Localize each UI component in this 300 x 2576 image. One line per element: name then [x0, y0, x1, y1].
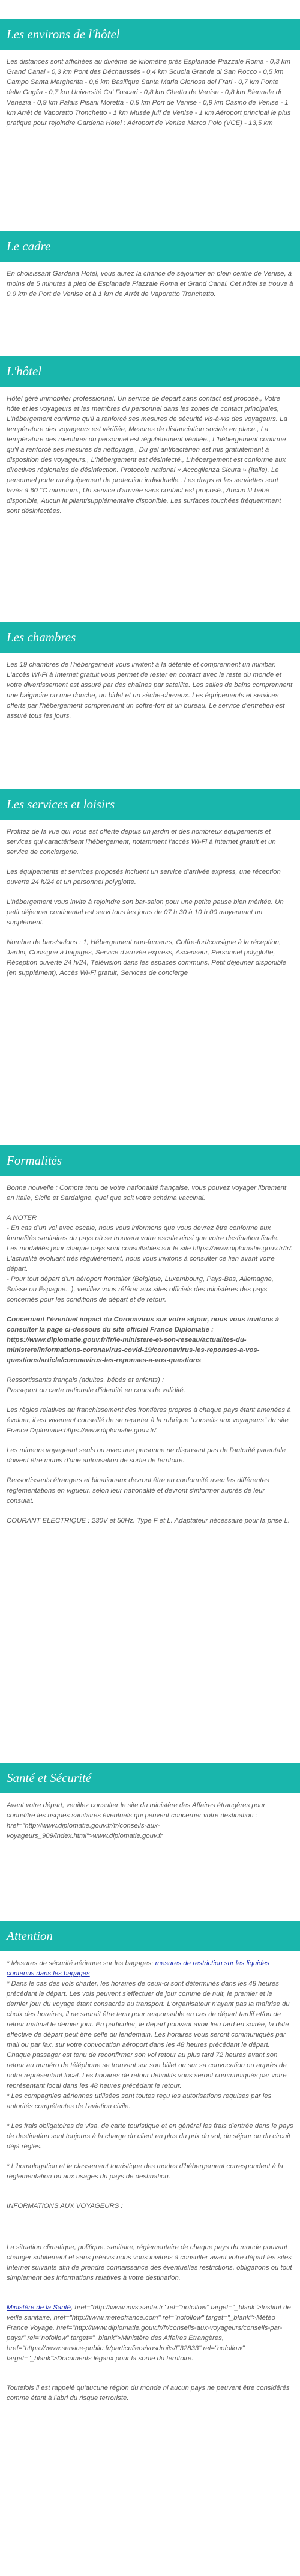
attention-terrorisme: Toutefois il est rappelé qu'aucune région du monde ni aucun pays ne peuvent être considérés comme étant à l'abri du risque terroriste. [7, 2384, 290, 2402]
section-title: Formalités [0, 1145, 300, 1176]
formalites-ressortissants-heading: Ressortissants français (adultes, bébés et enfants) : [7, 1377, 164, 1384]
attention-charter: * Dans le cas des vols charter, les horaires de ceux-ci sont déterminés dans les 48 heures précédant le départ. Les vols peuvent s'effectuer de jour comme de nuit, le premier et le dernier jour du voyage étant consacrés au transport. L'organisateur n'ayant pas la maîtrise du choix des horaires, il ne saurait être tenu pour responsable en cas de départ tardif et/ou de retour matinal le dernier jour. En particulier, le départ pouvant avoir lieu tard en soirée, la date effective de départ peut être celle du lendemain. Les horaires vous seront communiqués par mail ou par fax, sur votre convocation aéroport dans les 48 heures précédant le départ. Chaque passager est tenu de reconfirmer son vol retour au plus tard 72 heures avant son retour au numéro de téléphone se trouvant sur son billet ou sur sa convocation ou auprès de notre représentant local. Les horaires de retour définitifs vous seront communiqués par votre représentant local dans les 48 heures précédant le retour. [7, 1980, 290, 2090]
environs-text: Les distances sont affichées au dixième de kilomètre près Esplanade Piazzale Roma - 0,3 km Grand Canal - 0,3 km Pont des Déchaussés - 0,4 km Scuola Grande di San Rocco - 0,5 km Campo Santa Margherita - 0,6 km Basilique Santa Maria Gloriosa dei Frari - 0,7 km Ponte della Guglia - 0,7 km Université Ca' Foscari - 0,8 km Ghetto de Venise - 0,8 km Biennale di Venezia - 0,9 km Palais Pisani Moretta - 0,9 km Port de Venise - 0,9 km Casino de Venise - 1 km Arrêt de Vaporetto Tronchetto - 1 km Musée juif de Venise - 1 km Aéroport principal le plus pratique pour rejoindre Gardena Hotel : Aéroport de Venise Marco Polo (VCE) - 13,5 km [7, 58, 291, 127]
section-environs [0, 19, 300, 231]
bagages-restriction-link[interactable]: mesures de restriction sur les liquides contenus dans les bagages [7, 1960, 270, 1977]
attention-frais: * Les frais obligatoires de visa, de carte touristique et en général les frais d'entrée dans le pays de destination sont toujours à la charge du client en plus du prix du vol, du séjour ou du circuit déjà réglés. [7, 2123, 293, 2150]
spacer [7, 2293, 293, 2303]
spacer [7, 2221, 293, 2243]
section-title: Les services et loisirs [0, 789, 300, 820]
attention-homologation: * L'homologation et le classement touristique des modes d'hébergement correspondent à la réglementation ou aux usages du pays de destination. [7, 2163, 283, 2180]
section-body [0, 820, 300, 1145]
section-hotel [0, 356, 300, 622]
services-text-3: L'hébergement vous invite à rejoindre son bar-salon pour une petite pause bien méritée. Un petit déjeuner continental est servi tous les jours de 07 h 30 à 10 h 00 moyennant un supplément. [7, 899, 284, 926]
services-text-2: Les équipements et services proposés incluent un service d'arrivée express, une réception ouverte 24 h/24 et un personnel polyglotte. [7, 868, 281, 886]
formalites-etrangers-heading: Ressortissants étrangers et binationaux [7, 1477, 127, 1484]
chambres-text: Les 19 chambres de l'hébergement vous invitent à la détente et comprennent un minibar. L'accès Wi-Fi à Internet gratuit vous permet de rester en contact avec le reste du monde et votre divertissement est assuré par des chaînes par satellite. Les salles de bains comprennent une baignoire ou une douche, un bidet et un sèche-cheveux. Les équipements et services offerts par l'hébergement comprennent un coffre-fort et un bureau. Le service d'entretien est assuré tous les jours. [7, 661, 293, 720]
section-title: Santé et Sécurité [0, 1763, 300, 1793]
attention-links [7, 2303, 293, 2364]
section-title: Les chambres [0, 622, 300, 653]
section-body [0, 1176, 300, 1763]
sante-text: Avant votre départ, veuillez consulter le site du ministère des Affaires étrangères pour connaître les risques sanitaires éventuels qui peuvent concerner votre destination : href="http://www.diplomatie.gouv.fr/fr/conseils-aux-voyageurs_909/index.html">www.diplomatie.gouv.fr [7, 1802, 266, 1840]
attention-info-heading: INFORMATIONS AUX VOYAGEURS : [7, 2202, 123, 2210]
attention-bagages-label: * Mesures de sécurité aérienne sur les bagages: [7, 1960, 155, 1967]
section-cadre [0, 231, 300, 356]
attention-bagages [7, 1959, 293, 1979]
section-body [0, 653, 300, 789]
attention-links-text: , href="http://www.invs.sante.fr" rel="nofollow" target="_blank">Institut de veille sanitaire, href="http://www.meteofrance.com" rel="nofollow" target="_blank">Météo France Voyage, href="http://www.diplomatie.gouv.fr/fr/conseils-aux-voyageurs/conseils-par-pays/" rel="nofollow" target="_blank">Ministère des Affaires Etrangères, href="https://www.service-public.fr/particuliers/vosdroits/F32833" rel="nofollow" target="_blank">Documents légaux pour la sortie du territoire. [7, 2304, 291, 2362]
spacer [7, 2192, 293, 2201]
services-text-1: Profitez de la vue qui vous est offerte depuis un jardin et des nombreux équipements et services qui caractérisent l'hébergement, notamment l'accès Wi-Fi à Internet gratuit et un service de conciergerie. [7, 828, 276, 856]
section-body [0, 1793, 300, 1921]
section-title: Le cadre [0, 231, 300, 262]
section-body [0, 1951, 300, 2410]
section-title: L'hôtel [0, 356, 300, 387]
formalites-note-frontalier: - Pour tout départ d'un aéroport frontalier (Belgique, Luxembourg, Pays-Bas, Allemagne, Suisse ou Espagne...), veuillez vous référer aux sites officiels des ministères des pays concernés pour les conditions de départ et de retour. [7, 1276, 274, 1303]
hotel-text: Hôtel géré immobilier professionnel. Un service de départ sans contact est proposé., Votre hôte et les voyageurs et les membres du personnel dans les zones de contact principales, L'hébergement confirme qu'il a renforcé ses mesures de sécurité vis-à-vis des voyageurs. La température des voyageurs est vérifiée, Mesures de distanciation sociale en place., La température des membres du personnel est régulièrement vérifiée., L'hébergement confirme qu'il a renforcé ses mesures de nettoyage., Du gel antibactérien est mis gratuitement à disposition des voyageurs., L'hébergement est désinfecté., L'hébergement est conforme aux directives régionales de désinfection. Protocole national « Accoglienza Sicura » (Italie). Le personnel porte un équipement de protection individuelle., Les draps et les serviettes sont lavés à 60 °C minimum., Un service d'arrivée sans contact est proposé., Aucun lit bébé disponible, Aucun lit pliant/supplémentaire disponible, Les surfaces touchées fréquemment sont désinfectées. [7, 395, 287, 515]
section-body [0, 50, 300, 231]
formalites-note-escale: - En cas d'un vol avec escale, nous vous informons que vous devrez être conforme aux formalités sanitaires du pays où se trouvera votre escale ainsi que votre destination finale. [7, 1225, 279, 1242]
formalites-text-1: Bonne nouvelle : Compte tenu de votre nationalité française, vous pouvez voyager librement en Italie, Sicile et Sardaigne, quel que soit votre schéma vaccinal. [7, 1184, 287, 1202]
ministere-sante-link[interactable]: Ministère de la Santé [7, 2304, 71, 2311]
formalites-ressortissants-text: Passeport ou carte nationale d'identité en cours de validité. [7, 1387, 185, 1394]
services-text-4: Nombre de bars/salons : 1, Hébergement non-fumeurs, Coffre-fort/consigne à la réception, Jardin, Consigne à bagages, Service d'arrivée express, Ascenseur, Personnel polyglotte, Réception ouverte 24 h/24, Télévision dans les espaces communs, Petit déjeuner disponible (en supplément), Accès Wi-Fi gratuit, Services de concierge [7, 939, 287, 977]
formalites-covid: Concernant l'éventuel impact du Coronavirus sur votre séjour, nous vous invitons à consulter la page ci-dessous du site officiel France Diplomatie : https://www.diplomatie.gouv.fr/fr/le-ministere-et-son-reseau/actualites-du-ministere/informations-coronavirus-covid-19/coronavirus-les-reponses-a-vos-questions/article/coronavirus-les-reponses-a-vos-questions [7, 1316, 280, 1364]
cadre-text: En choisissant Gardena Hotel, vous aurez la chance de séjourner en plein centre de Venise, à moins de 5 minutes à pied de Esplanade Piazzale Roma et Grand Canal. Cet hôtel se trouve à 0,9 km de Port de Venise et à 1 km de Arrêt de Vaporetto Tronchetto. [7, 270, 293, 298]
formalites-note-site: Les modalités pour chaque pays sont consultables sur le site https://www.diplomatie.gouv.fr/fr/. L'actualité évoluant très régulièrement, nous vous invitons à consulter ce lien avant votre départ. [7, 1245, 293, 1273]
section-formalites [0, 1145, 300, 1763]
formalites-note-heading: A NOTER [7, 1214, 37, 1222]
section-sante [0, 1763, 300, 1921]
section-title: Les environs de l'hôtel [0, 19, 300, 50]
formalites-frontieres: Les règles relatives au franchissement des frontières propres à chaque pays étant amenées à évoluer, il est vivement conseillé de se reporter à la rubrique "conseils aux voyageurs" du site France Diplomatie:https://www.diplomatie.gouv.fr/. [7, 1407, 291, 1434]
section-body [0, 387, 300, 622]
formalites-etrangers [7, 1476, 293, 1506]
attention-situation: La situation climatique, politique, sanitaire, réglementaire de chaque pays du monde pouvant changer subitement et sans préavis nous vous invitons à consulter avant votre départ les sites Internet suivants afin de prendre connaissance des éventuelles restrictions, obligations ou tout simplement des informations relatives à votre destination. [7, 2244, 292, 2282]
attention-compagnies: * Les compagnies aériennes utilisées sont toutes reçu les autorisations requises par les autorités compétentes de l'aviation civile. [7, 2093, 272, 2110]
section-attention [0, 1921, 300, 2410]
formalites-etrangers-text: devront être en conformité avec les différentes réglementations en vigueur, selon leur nationalité et devront s'informer auprès de leur consulat. [7, 1477, 269, 1505]
formalites-courant: COURANT ELECTRIQUE : 230V et 50Hz. Type F et L. Adaptateur nécessaire pour la prise L. [7, 1517, 290, 1524]
section-services [0, 789, 300, 1145]
section-body [0, 262, 300, 356]
spacer [7, 2374, 293, 2383]
section-chambres [0, 622, 300, 789]
section-title: Attention [0, 1921, 300, 1951]
formalites-mineurs: Les mineurs voyageant seuls ou avec une personne ne disposant pas de l'autorité parentale doivent être munis d'une autorisation de sortie de territoire. [7, 1447, 286, 1464]
